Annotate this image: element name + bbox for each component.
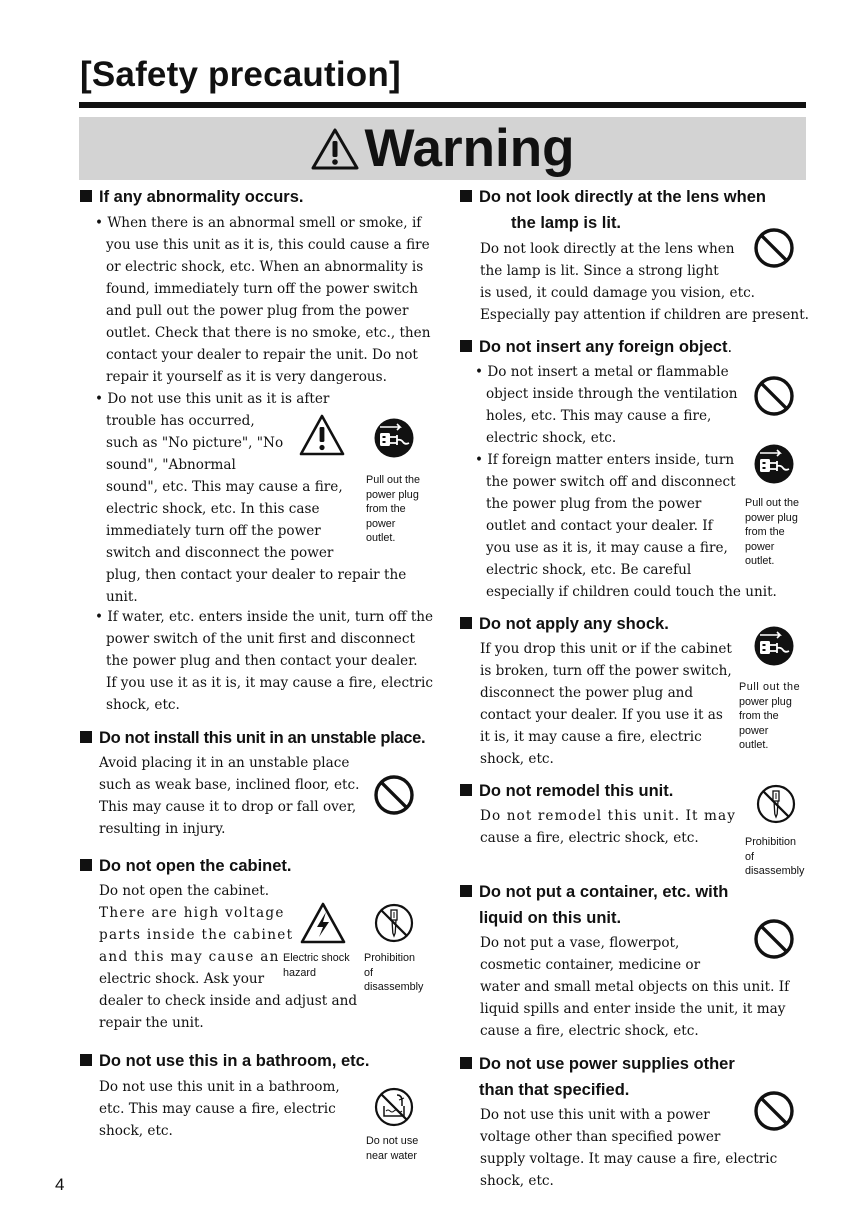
caution-triangle-icon	[299, 414, 345, 458]
warning-banner	[79, 117, 806, 180]
text-line: This may cause it to drop or fall over,	[99, 799, 357, 815]
caption-line: Electric shock	[283, 952, 350, 964]
caption-line: Pull out the	[739, 681, 801, 693]
foreign-bullet-2	[475, 449, 777, 603]
text-line: contact your dealer to repair the unit. Do not	[106, 347, 418, 363]
text-line: holes, etc. This may cause a fire,	[486, 408, 712, 424]
text-line: outlet. Check that there is no smoke, etc., then	[106, 325, 431, 341]
text-line: contact your dealer. If you use it as	[480, 707, 723, 723]
text-line: electric shock, etc.	[486, 430, 617, 446]
heading-text: Do not remodel this unit.	[479, 782, 674, 800]
heading-square-icon	[460, 885, 472, 897]
text-line: shock, etc.	[480, 1173, 554, 1189]
prohibition-icon	[754, 919, 794, 959]
abnormality-bullet-3	[95, 606, 433, 716]
unplug-icon	[754, 626, 794, 666]
caption-line: power	[366, 517, 396, 530]
section-heading-foreign	[460, 334, 732, 360]
text-line: resulting in injury.	[99, 821, 226, 837]
warning-triangle-icon	[310, 127, 360, 171]
text-line: cause a fire, electric shock, etc.	[480, 1023, 699, 1039]
caption-line: outlet.	[739, 739, 769, 751]
text-line: electric shock, etc. In this case	[106, 501, 320, 517]
heading-text: Do not apply any shock.	[479, 615, 669, 633]
text-line: object inside through the ventilation	[486, 386, 738, 402]
text-line: If you use it as it is, it may cause a fire, electric	[106, 675, 433, 691]
text-line: sound", "Abnormal	[106, 457, 236, 473]
caption-line: power plug	[745, 511, 798, 524]
text-line: plug, then contact your dealer to repair the	[106, 567, 407, 583]
heading-square-icon	[460, 784, 472, 796]
text-line: is used, it could damage you vision, etc.	[480, 285, 756, 301]
caption-line: power plug	[739, 695, 792, 708]
heading-text: Do not install this unit in an unstable place.	[99, 729, 426, 747]
text-line: sound", etc. This may cause a fire,	[106, 479, 343, 495]
caption-line: Pull out the	[745, 497, 800, 509]
text-line: unit.	[106, 589, 138, 605]
text-line: shock, etc.	[480, 751, 554, 767]
text-line: • Do not use this unit as it is after	[95, 391, 330, 407]
text-line: such as weak base, inclined floor, etc.	[99, 777, 360, 793]
text-line: or electric shock, etc. When an abnormality is	[106, 259, 424, 275]
shock-body	[480, 638, 732, 770]
section-heading-unstable	[80, 725, 425, 751]
text-line: repair it yourself as it is very dangerous.	[106, 369, 387, 385]
text-line: If you drop this unit or if the cabinet	[480, 641, 732, 657]
text-line: • When there is an abnormal smell or smoke, if	[95, 215, 422, 231]
text-line: Do not use this unit in a bathroom,	[99, 1079, 340, 1095]
caption-line: of	[364, 966, 374, 979]
heading-square-icon	[460, 1057, 472, 1069]
unplug-icon	[754, 444, 794, 484]
text-line: Avoid placing it in an unstable place	[99, 755, 350, 771]
text-line: water and small metal objects on this unit. If	[480, 979, 790, 995]
text-line: shock, etc.	[99, 1123, 173, 1139]
text-line: Do not open the cabinet.	[99, 883, 270, 899]
text-line: Especially pay attention if children are present.	[480, 307, 809, 323]
title-rule	[79, 102, 806, 108]
text-line: outlet and contact your dealer. If	[486, 518, 713, 534]
text-line: and this may cause an	[99, 949, 280, 965]
remodel-body	[480, 805, 736, 849]
text-line: repair the unit.	[99, 1015, 204, 1031]
text-line: especially if children could touch the unit.	[486, 584, 777, 600]
section-heading-abnormality	[80, 184, 303, 210]
text-line: • Do not insert a metal or flammable	[475, 364, 729, 380]
text-line: the power plug and then contact your dealer.	[106, 653, 418, 669]
prohibition-icon	[754, 1091, 794, 1131]
unplug-icon	[374, 418, 414, 458]
heading-square-icon	[80, 1054, 92, 1066]
text-line: disconnect the power plug and	[480, 685, 694, 701]
heading-square-icon	[460, 190, 472, 202]
caption-line: Prohibition	[745, 836, 797, 848]
text-line: Do not look directly at the lens when	[480, 241, 735, 257]
prohibition-icon	[754, 228, 794, 268]
no-water-icon	[374, 1087, 414, 1127]
caption-line: from the	[745, 526, 785, 538]
text-line: shock, etc.	[106, 697, 180, 713]
electric-shock-caption	[283, 951, 350, 980]
heading-text: If any abnormality occurs.	[99, 188, 304, 206]
heading-text: Do not look directly at the lens when	[479, 188, 766, 206]
section-heading-container	[460, 879, 728, 931]
text-line: electric shock. Ask your	[99, 971, 265, 987]
text-line: you use this unit as it is, this could cause a fire	[106, 237, 430, 253]
heading-square-icon	[80, 859, 92, 871]
caption-line: of	[745, 850, 755, 863]
foreign-bullet-1	[475, 361, 738, 449]
text-line: Do not use this unit with a power	[480, 1107, 710, 1123]
heading-square-icon	[460, 617, 472, 629]
section-heading-bathroom	[80, 1048, 369, 1074]
text-line: liquid spills and enter inside the unit, it may	[480, 1001, 786, 1017]
text-line: power switch of the unit first and disconnect	[106, 631, 415, 647]
heading-square-icon	[460, 340, 472, 352]
caption-line: from the	[739, 710, 779, 722]
caption-line: disassembly	[364, 981, 424, 993]
caption-line: near water	[366, 1149, 418, 1162]
unplug-caption	[739, 680, 800, 753]
text-line: and pull out the power plug from the power	[106, 303, 409, 319]
disassembly-prohibited-icon	[756, 784, 796, 824]
text-line: the power plug from the power	[486, 496, 702, 512]
text-line: parts inside the cabinet	[99, 927, 294, 943]
container-body	[480, 932, 789, 1042]
section-heading-shock	[460, 611, 669, 637]
text-line: you use as it is, it may cause a fire,	[486, 540, 728, 556]
text-line: There are high voltage	[99, 905, 285, 921]
text-line: switch and disconnect the power	[106, 545, 334, 561]
page-number: 4	[55, 1175, 65, 1194]
unplug-caption	[745, 496, 799, 569]
heading-square-icon	[80, 190, 92, 202]
power-body	[480, 1104, 777, 1192]
text-line: voltage other than specified power	[480, 1129, 721, 1145]
heading-text-cont: liquid on this unit.	[479, 909, 622, 927]
section-heading-power	[460, 1051, 735, 1103]
warning-banner-text: Warning	[364, 118, 575, 178]
caption-line: power	[745, 540, 775, 553]
text-line: cosmetic container, medicine or	[480, 957, 701, 973]
bathroom-body	[99, 1076, 340, 1142]
caption-line: outlet.	[745, 555, 775, 567]
heading-text-cont: the lamp is lit.	[511, 214, 622, 232]
unstable-body	[99, 752, 359, 840]
prohibition-icon	[754, 376, 794, 416]
text-line: found, immediately turn off the power switch	[106, 281, 418, 297]
caption-line: Do not use	[366, 1135, 419, 1147]
caption-line: from the	[366, 503, 406, 515]
heading-text: Do not open the cabinet.	[99, 857, 292, 875]
text-line: such as "No picture", "No	[106, 435, 284, 451]
heading-square-icon	[80, 731, 92, 743]
text-line: Do not remodel this unit. It may	[480, 808, 737, 824]
text-line: Do not put a vase, flowerpot,	[480, 935, 680, 951]
section-heading-remodel	[460, 778, 673, 804]
page-title: [Safety precaution]	[80, 55, 401, 94]
caption-line: outlet.	[366, 532, 396, 544]
heading-text: Do not use power supplies other	[479, 1055, 735, 1073]
heading-punctuation: .	[727, 338, 733, 356]
disassembly-prohibited-icon	[374, 903, 414, 943]
disassembly-caption	[745, 835, 804, 879]
text-line: it is, it may cause a fire, electric	[480, 729, 702, 745]
text-line: is broken, turn off the power switch,	[480, 663, 732, 679]
text-line: dealer to check inside and adjust and	[99, 993, 358, 1009]
caption-line: hazard	[283, 966, 317, 979]
text-line: supply voltage. It may cause a fire, electric	[480, 1151, 778, 1167]
text-line: immediately turn off the power	[106, 523, 321, 539]
caption-line: Pull out the	[366, 474, 421, 486]
heading-text: Do not use this in a bathroom, etc.	[99, 1052, 370, 1070]
heading-text: Do not put a container, etc. with	[479, 883, 729, 901]
section-heading-lens	[460, 184, 766, 236]
caption-line: power plug	[366, 488, 419, 501]
unplug-caption	[366, 473, 420, 546]
abnormality-bullet-2	[95, 388, 406, 608]
text-line: cause a fire, electric shock, etc.	[480, 830, 699, 846]
text-line: electric shock, etc. Be careful	[486, 562, 692, 578]
text-line: the lamp is lit. Since a strong light	[480, 263, 719, 279]
caption-line: power	[739, 724, 769, 737]
text-line: trouble has occurred,	[106, 413, 255, 429]
electric-shock-icon	[300, 902, 346, 946]
caption-line: disassembly	[745, 865, 805, 877]
text-line: • If water, etc. enters inside the unit, turn off the	[95, 609, 434, 625]
prohibition-icon	[374, 775, 414, 815]
heading-text: Do not insert any foreign object	[479, 338, 728, 356]
caption-line: Prohibition	[364, 952, 416, 964]
section-heading-cabinet	[80, 853, 292, 879]
text-line: the power switch off and disconnect	[486, 474, 736, 490]
no-water-caption	[366, 1134, 418, 1163]
text-line: • If foreign matter enters inside, turn	[475, 452, 735, 468]
disassembly-caption	[364, 951, 423, 995]
text-line: etc. This may cause a fire, electric	[99, 1101, 336, 1117]
heading-text-cont: than that specified.	[479, 1081, 630, 1099]
abnormality-bullet-1	[95, 212, 431, 388]
